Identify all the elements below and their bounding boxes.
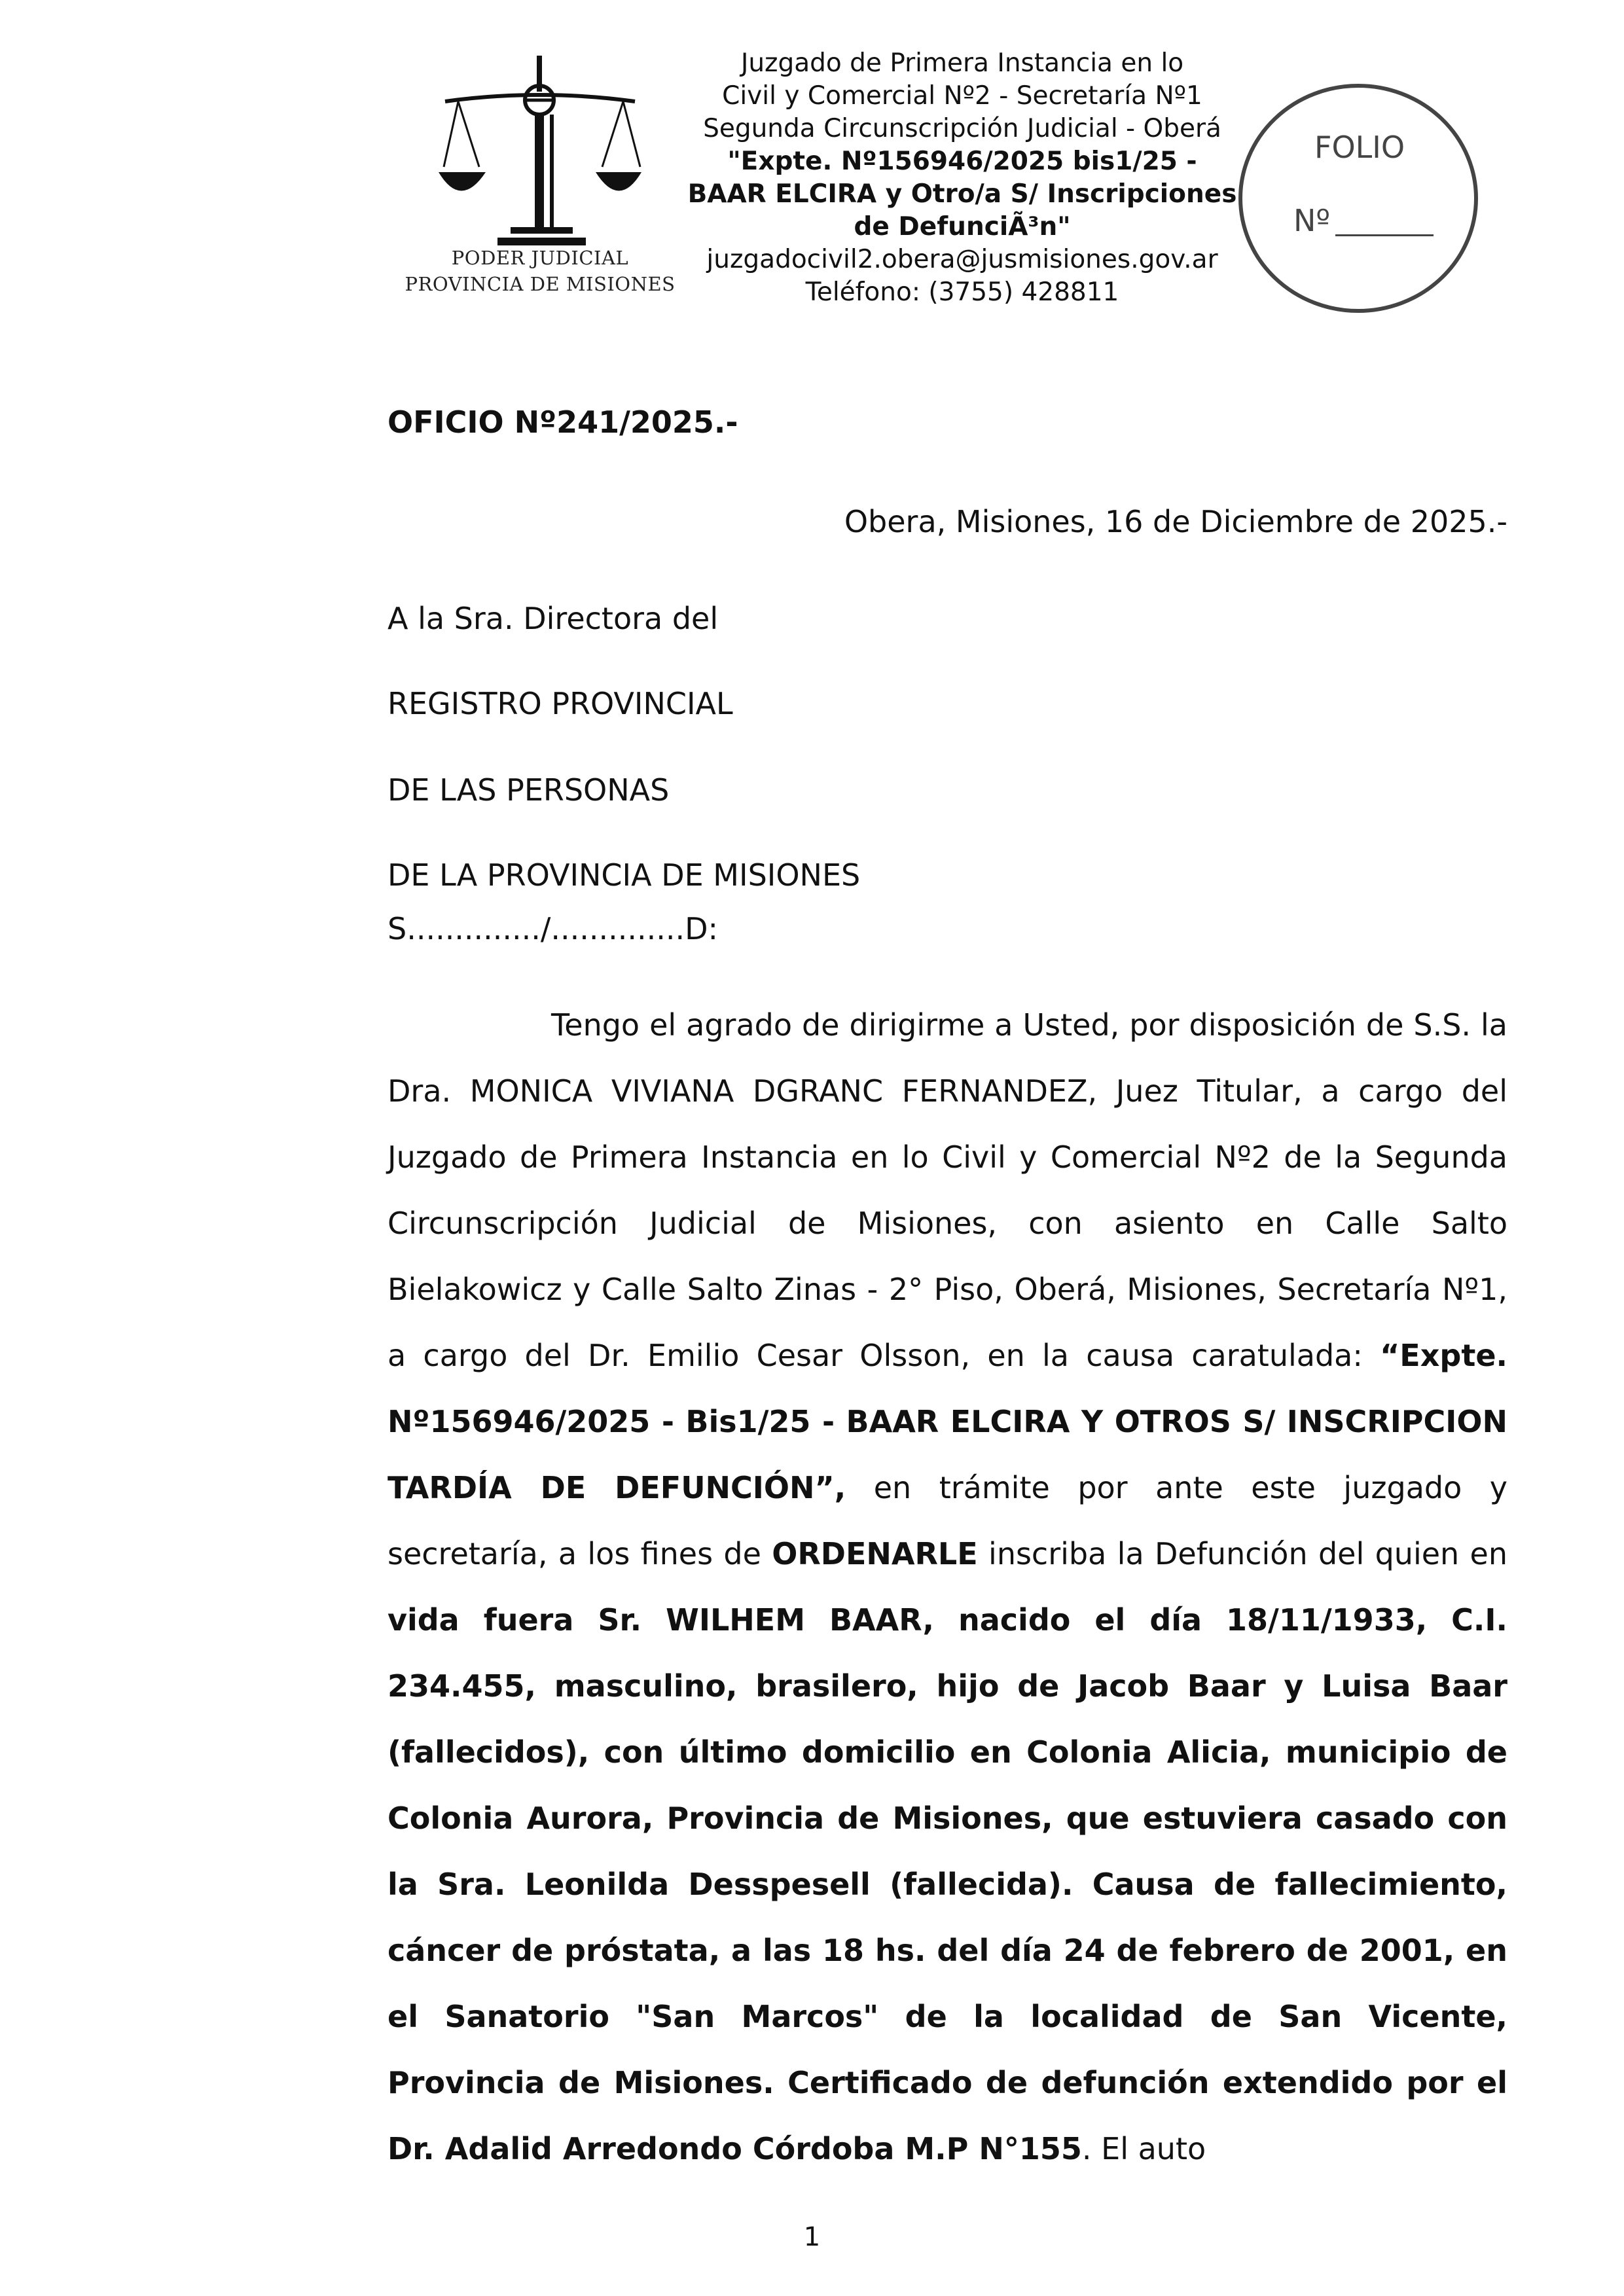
case-caption-line2: BAAR ELCIRA y Otro/a S/ Inscripciones bbox=[687, 179, 1237, 209]
poder-judicial-logo bbox=[403, 56, 677, 304]
body-deceased-details: vida fuera Sr. WILHEM BAAR, nacido el día 18/11/1933, C.I. 234.455, masculino, brasilero, hijo de Jacob Baar y Luisa Baar (fallecidos), con último domicilio en Colonia Alicia, municipio de Colonia Aurora, Provincia de Misiones, que estuviera casado con la Sra. Leonilda Desspesell (fallecida). Causa de fallecimiento, cáncer de próstata, a las 18 hs. del día 24 de febrero de 2001, en el Sanatorio "San Marcos" de la localidad de San Vicente, Provincia de Misiones. Certificado de defunción extendido por el Dr. Adalid Arredondo Córdoba M.P N°155 bbox=[388, 1602, 1507, 2166]
court-header bbox=[681, 47, 1244, 309]
body-paragraph bbox=[388, 992, 1507, 2182]
page-number: 1 bbox=[803, 2222, 821, 2252]
logo-line-provincia: PROVINCIA DE MISIONES bbox=[405, 273, 676, 295]
body-order: ORDENARLE bbox=[772, 1536, 978, 1571]
addressee-line4: DE LA PROVINCIA DE MISIONES bbox=[388, 857, 861, 893]
logo-line-poder-judicial: PODER JUDICIAL bbox=[451, 247, 629, 269]
case-caption-line3: de DefunciÃ³n" bbox=[854, 212, 1071, 242]
addressee-line2: REGISTRO PROVINCIAL bbox=[388, 686, 733, 721]
addressee-line1: A la Sra. Directora del bbox=[388, 601, 719, 636]
body-instruction: inscriba la Defunción del quien en bbox=[977, 1536, 1508, 1571]
court-name-line3: Segunda Circunscripción Judicial - Oberá bbox=[703, 114, 1221, 143]
court-phone: Teléfono: (3755) 428811 bbox=[805, 278, 1119, 307]
folio-circle-icon bbox=[1231, 77, 1486, 319]
folio-number-blank bbox=[1335, 234, 1434, 236]
body-continuation: en trámite por ante este juzgado y secretaría, a los fines de bbox=[388, 1470, 1507, 1571]
folio-number-label: Nº bbox=[1293, 203, 1331, 238]
body-closing: . El auto bbox=[1081, 2131, 1206, 2166]
oficio-number: OFICIO Nº241/2025.- bbox=[388, 404, 738, 440]
addressee-line3: DE LAS PERSONAS bbox=[388, 772, 670, 808]
folio-stamp bbox=[1231, 77, 1486, 319]
case-caption-line1: "Expte. Nº156946/2025 bis1/25 - bbox=[727, 147, 1197, 176]
court-name-line2: Civil y Comercial Nº2 - Secretaría Nº1 bbox=[722, 81, 1202, 111]
court-email: juzgadocivil2.obera@jusmisiones.gov.ar bbox=[706, 245, 1218, 274]
folio-title: FOLIO bbox=[1314, 130, 1405, 165]
document-date: Obera, Misiones, 16 de Diciembre de 2025.- bbox=[844, 504, 1507, 539]
body-intro: Tengo el agrado de dirigirme a Usted, por disposición de S.S. la Dra. MONICA VIVIANA DGRANC FERNANDEZ, Juez Titular, a cargo del Juzgado de Primera Instancia en lo Civil y Comercial Nº2 de la Segunda Circunscripción Judicial de Misiones, con asiento en Calle Salto Bielakowicz y Calle Salto Zinas - 2° Piso, Oberá, Misiones, Secretaría Nº1, a cargo del Dr. Emilio Cesar Olsson, en la causa caratulada: bbox=[388, 1007, 1507, 1373]
scales-of-justice-icon bbox=[439, 56, 641, 252]
court-name-line1: Juzgado de Primera Instancia en lo bbox=[740, 48, 1184, 78]
addressee-line5: S............../..............D: bbox=[388, 911, 719, 946]
body-case-title: “Expte. Nº156946/2025 - Bis1/25 - BAAR ELCIRA Y OTROS S/ INSCRIPCION TARDÍA DE DEFUNCIÓN”, bbox=[388, 1338, 1507, 1505]
